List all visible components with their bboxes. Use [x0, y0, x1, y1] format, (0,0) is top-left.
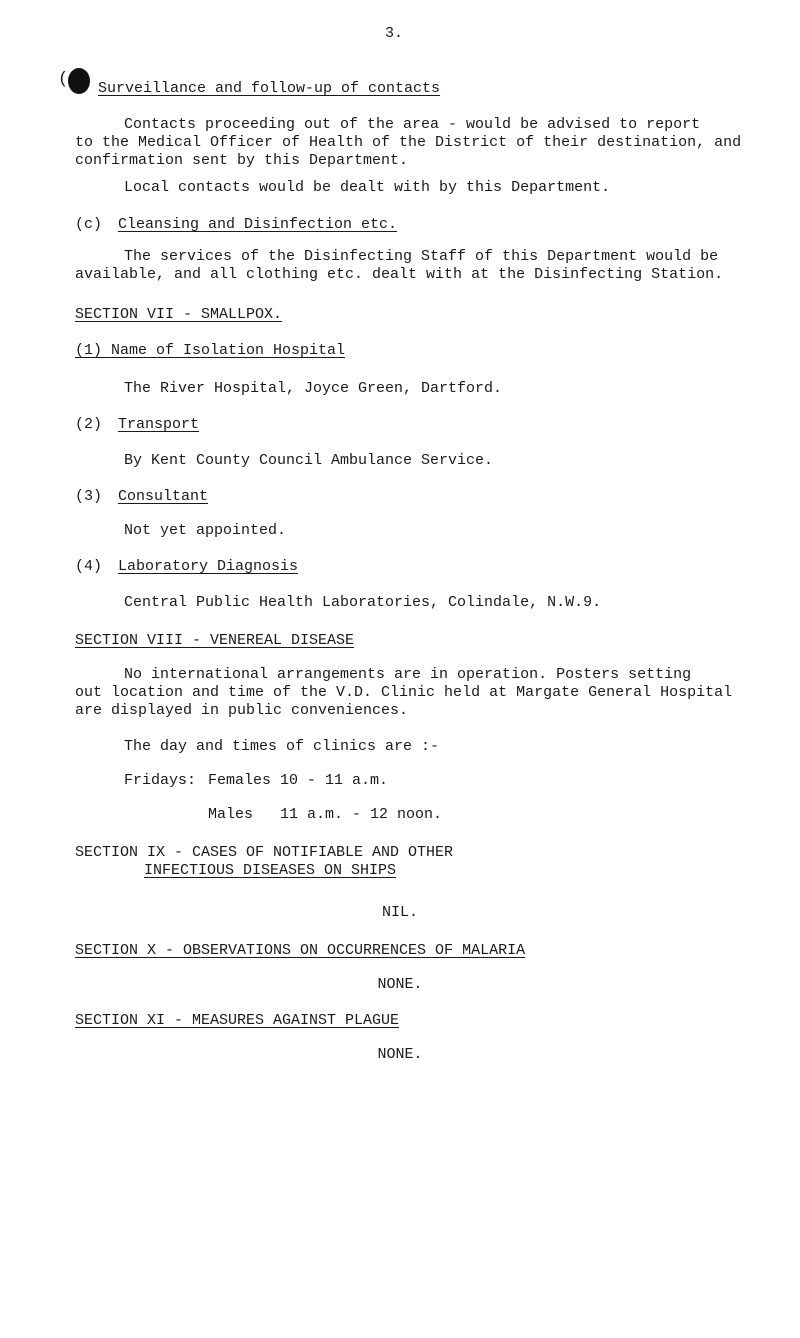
clinics-intro: The day and times of clinics are :- [124, 738, 440, 755]
laboratory-heading: Laboratory Diagnosis [118, 558, 299, 575]
list-marker: (2) [75, 416, 103, 433]
venereal-paragraph-line: out location and time of the V.D. Clinic held at Margate General Hospital [75, 684, 733, 701]
transport-text: By Kent County Council Ambulance Service. [124, 452, 494, 469]
venereal-paragraph-line: are displayed in public conveniences. [75, 702, 409, 719]
list-marker: ( [58, 70, 69, 89]
list-marker: (c) [75, 216, 103, 233]
section-xi-heading: SECTION XI - MEASURES AGAINST PLAGUE [75, 1012, 400, 1029]
consultant-text: Not yet appointed. [124, 522, 287, 539]
surveillance-paragraph-line: Contacts proceeding out of the area - would be advised to report [124, 116, 701, 133]
section-viii-heading: SECTION VIII - VENEREAL DISEASE [75, 632, 355, 649]
males-times: Males 11 a.m. - 12 noon. [208, 806, 443, 823]
section-ix-text: NIL. [381, 904, 418, 921]
consultant-heading: Consultant [118, 488, 209, 505]
surveillance-paragraph-line: to the Medical Officer of Health of the District of their destination, and [75, 134, 742, 151]
page-number: 3. [385, 25, 404, 42]
surveillance-heading: Surveillance and follow-up of contacts [98, 80, 441, 97]
cleansing-paragraph-line: The services of the Disinfecting Staff of this Department would be [124, 248, 719, 265]
list-marker: (3) [75, 488, 103, 505]
fridays-label: Fridays: [124, 772, 197, 789]
section-xi-text: NONE. [377, 1046, 423, 1063]
venereal-paragraph-line: No international arrangements are in operation. Posters setting [124, 666, 692, 683]
section-vii-heading: SECTION VII - SMALLPOX. [75, 306, 283, 323]
isolation-hospital-text: The River Hospital, Joyce Green, Dartford. [124, 380, 503, 397]
cleansing-heading: Cleansing and Disinfection etc. [118, 216, 398, 233]
section-ix-heading: SECTION IX - CASES OF NOTIFIABLE AND OTHER [75, 844, 454, 861]
section-x-heading: SECTION X - OBSERVATIONS ON OCCURRENCES OF MALARIA [75, 942, 526, 959]
section-x-text: NONE. [377, 976, 423, 993]
ink-blot [68, 68, 90, 94]
section-ix-heading-line2: INFECTIOUS DISEASES ON SHIPS [144, 862, 397, 879]
transport-heading: Transport [118, 416, 200, 433]
cleansing-paragraph-line: available, and all clothing etc. dealt with at the Disinfecting Station. [75, 266, 724, 283]
laboratory-text: Central Public Health Laboratories, Colindale, N.W.9. [124, 594, 602, 611]
surveillance-paragraph: Local contacts would be dealt with by this Department. [124, 179, 611, 196]
females-times: Females 10 - 11 a.m. [208, 772, 389, 789]
isolation-hospital-heading: (1) Name of Isolation Hospital [75, 342, 346, 359]
list-marker: (4) [75, 558, 103, 575]
surveillance-paragraph-line: confirmation sent by this Department. [75, 152, 409, 169]
